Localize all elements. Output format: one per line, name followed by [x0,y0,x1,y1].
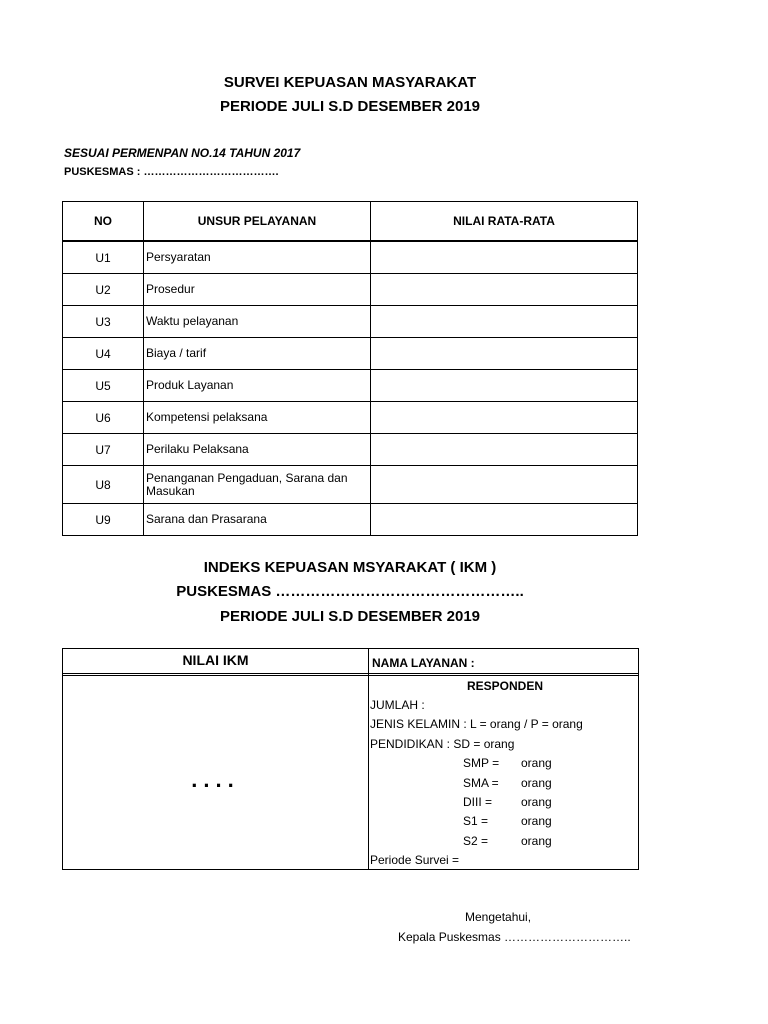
row-name: Kompetensi pelaksana [144,402,371,434]
jumlah-field: JUMLAH : [370,698,425,712]
row-value-cell[interactable] [371,466,638,504]
survey-period: PERIODE JULI S.D DESEMBER 2019 [219,98,481,115]
mengetahui-text: Mengetahui, [465,910,532,924]
row-value-cell[interactable] [371,274,638,306]
periode-survei-field: Periode Survei = [370,853,460,867]
row-no: U7 [63,434,144,466]
row-value-cell[interactable] [371,338,638,370]
table-row [63,274,638,306]
edu-unit: orang [521,756,552,770]
row-no: U2 [63,274,144,306]
row-name: Sarana dan Prasarana [144,504,371,536]
row-name: Biaya / tarif [144,338,371,370]
table-row [63,306,638,338]
edu-unit: orang [521,795,552,809]
edu-label: SMA = [463,776,499,790]
ikm-nilai-label: NILAI IKM [182,652,249,668]
ikm-header-divider [63,673,638,676]
ikm-puskesmas: PUSKESMAS ………………………………………….. [176,583,524,600]
row-no: U5 [63,370,144,402]
table-row [63,402,638,434]
ikm-nilai-value[interactable]: .... [191,767,240,792]
edu-unit: orang [521,834,552,848]
row-name: Waktu pelayanan [144,306,371,338]
row-no: U3 [63,306,144,338]
table-row [63,466,638,504]
puskesmas-line: PUSKESMAS : ………………………………. [64,166,279,178]
jenis-kelamin-field: JENIS KELAMIN : L = orang / P = orang [370,717,583,731]
edu-label: SMP = [463,756,500,770]
survey-title: SURVEI KEPUASAN MASYARAKAT [223,74,477,91]
row-name: Prosedur [144,274,371,306]
edu-label: DIII = [463,795,493,809]
service-elements-table [62,201,638,536]
row-no: U4 [63,338,144,370]
row-value-cell[interactable] [371,241,638,274]
ikm-period: PERIODE JULI S.D DESEMBER 2019 [219,608,481,625]
ikm-title: INDEKS KEPUASAN MSYARAKAT ( IKM ) [203,559,497,576]
table-header-row [63,202,638,242]
row-no: U8 [63,466,144,504]
row-name: Penanganan Pengaduan, Sarana dan Masukan [144,466,371,504]
regulation-text: SESUAI PERMENPAN NO.14 TAHUN 2017 [64,146,301,160]
ikm-nama-layanan: NAMA LAYANAN : [372,656,475,670]
table-row [63,241,638,274]
edu-unit: orang [521,776,552,790]
ikm-column-divider [368,649,369,869]
edu-label: S2 = [463,834,489,848]
table-row [63,370,638,402]
row-value-cell[interactable] [371,306,638,338]
row-value-cell[interactable] [371,434,638,466]
edu-unit: orang [521,814,552,828]
column-header-no: NO [63,202,144,242]
table-row [63,338,638,370]
row-name: Persyaratan [144,241,371,274]
responden-heading: RESPONDEN [467,679,544,693]
row-name: Produk Layanan [144,370,371,402]
row-value-cell[interactable] [371,504,638,536]
row-no: U6 [63,402,144,434]
column-header-unsur: UNSUR PELAYANAN [144,202,371,242]
row-value-cell[interactable] [371,402,638,434]
pendidikan-field: PENDIDIKAN : SD = orang [370,737,515,751]
column-header-nilai: NILAI RATA-RATA [371,202,638,242]
table-row [63,434,638,466]
row-value-cell[interactable] [371,370,638,402]
table-row [63,504,638,536]
row-name: Perilaku Pelaksana [144,434,371,466]
edu-label: S1 = [463,814,489,828]
ikm-table [62,648,639,870]
kepala-puskesmas-text: Kepala Puskesmas ………………………….. [398,930,631,944]
row-no: U9 [63,504,144,536]
row-no: U1 [63,241,144,274]
